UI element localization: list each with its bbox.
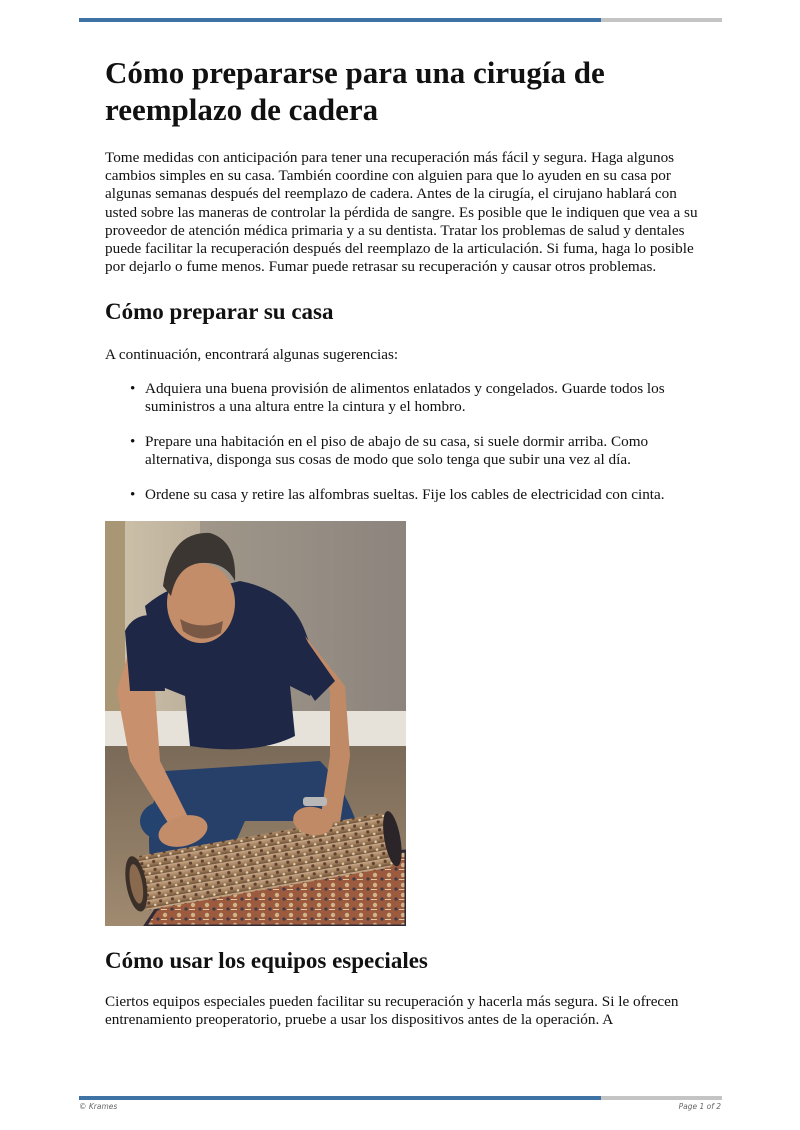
list-item [105, 486, 705, 504]
bottom-rule-gray [601, 1096, 722, 1100]
bullet-icon: • [130, 486, 136, 504]
list-item-text: Adquiera una buena provisión de alimentos enlatados y congelados. Guarde todos los suministros a una altura entre la cintura y el hombro. [145, 379, 665, 415]
list-item [105, 380, 705, 416]
list-item-text: Prepare una habitación en el piso de abajo de su casa, si suele dormir arriba. Como alternativa, disponga sus cosas de modo que solo tenga que subir una vez al día. [145, 433, 649, 469]
bottom-rule [79, 1096, 722, 1100]
photo-illustration [105, 521, 406, 926]
top-rule-accent [79, 18, 601, 22]
suggestion-list [105, 380, 705, 505]
document-body [105, 54, 705, 1029]
bullet-icon: • [130, 433, 136, 451]
section-heading-casa: Cómo preparar su casa [105, 299, 334, 325]
top-rule-gray [601, 18, 722, 22]
bullet-icon: • [130, 379, 136, 397]
footer-copyright: © Krames [79, 1102, 118, 1111]
intro-paragraph: Tome medidas con anticipación para tener una recuperación más fácil y segura. Haga algunos cambios simples en su casa. También coordine con alguien para que lo ayuden en su casa por algunas semanas después del reemplazo de cadera. Antes de la cirugía, el cirujano hablará con usted sobre las maneras de controlar la pérdida de sangre. Es posible que le indiquen que vea a su proveedor de atención médica primaria y a su dentista. Tratar los problemas de salud y dentales puede facilitar la recuperación después del reemplazo de la articulación. Si fuma, haga lo posible por dejarlo o fume menos. Fumar puede retrasar su recuperación y causar otros problemas. [105, 149, 698, 276]
bottom-rule-accent [79, 1096, 601, 1100]
list-item-text: Ordene su casa y retire las alfombras sueltas. Fije los cables de electricidad con cinta. [145, 486, 665, 504]
section-heading-equipos: Cómo usar los equipos especiales [105, 947, 428, 973]
top-rule [79, 18, 722, 22]
list-item [105, 433, 705, 469]
section-lead-casa: A continuación, encontrará algunas sugerencias: [105, 346, 399, 364]
photo-man-rolling-rug [105, 521, 406, 926]
page-title: Cómo prepararse para una cirugía de reemplazo de cadera [105, 55, 605, 127]
section-text-equipos: Ciertos equipos especiales pueden facilitar su recuperación y hacerla más segura. Si le ofrecen entrenamiento preoperatorio, pruebe a usar los dispositivos antes de la operación. A [105, 992, 679, 1028]
footer-page-number: Page 1 of 2 [678, 1102, 721, 1111]
